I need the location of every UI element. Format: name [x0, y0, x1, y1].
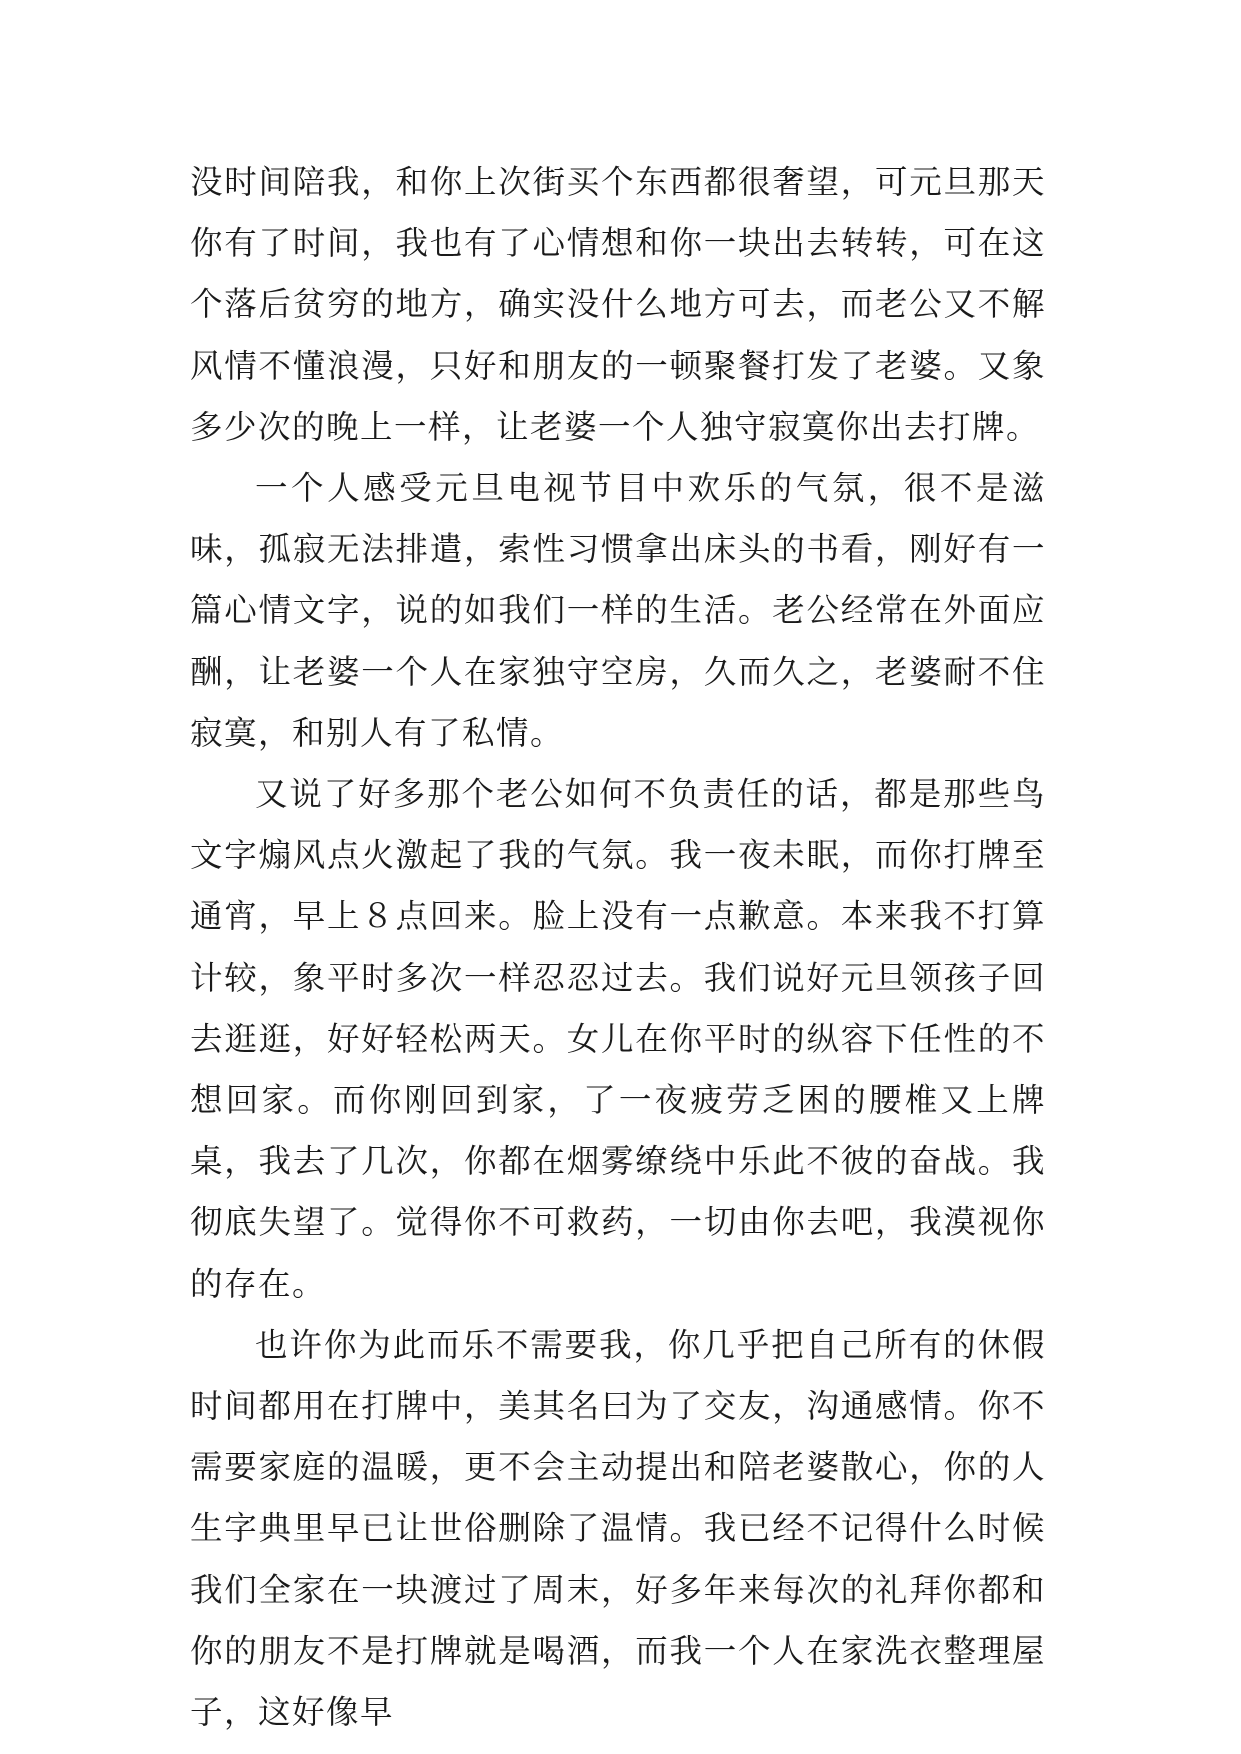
paragraph-3: 又说了好多那个老公如何不负责任的话，都是那些鸟文字煽风点火激起了我的气氛。我一夜未眠，而你打牌至通宵，早上８点回来。脸上没有一点歉意。本来我不打算计较，象平时多次一样忍忍过去。我们说好元旦领孩子回去逛逛，好好轻松两天。女儿在你平时的纵容下任性的不想回家。而你刚回到家，了一夜疲劳乏困的腰椎又上牌桌，我去了几次，你都在烟雾缭绕中乐此不彼的奋战。我彻底失望了。觉得你不可救药，一切由你去吧，我漠视你的存在。	[190, 775, 1046, 1303]
document-page	[190, 152, 1046, 1743]
paragraph-1: 没时间陪我，和你上次街买个东西都很奢望，可元旦那天你有了时间，我也有了心情想和你一块出去转转，可在这个落后贫穷的地方，确实没什么地方可去，而老公又不解风情不懂浪漫，只好和朋友的一顿聚餐打发了老婆。又象多少次的晚上一样，让老婆一个人独守寂寞你出去打牌。	[190, 163, 1046, 446]
paragraph-4: 也许你为此而乐不需要我，你几乎把自己所有的休假时间都用在打牌中，美其名曰为了交友，沟通感情。你不需要家庭的温暖，更不会主动提出和陪老婆散心，你的人生字典里早已让世俗删除了温情。我已经不记得什么时候我们全家在一块渡过了周末，好多年来每次的礼拜你都和你的朋友不是打牌就是喝酒，而我一个人在家洗衣整理屋子，这好像早	[190, 1325, 1046, 1732]
paragraph-2: 一个人感受元旦电视节目中欢乐的气氛，很不是滋味，孤寂无法排遣，索性习惯拿出床头的书看，刚好有一篇心情文字，说的如我们一样的生活。老公经常在外面应酬，让老婆一个人在家独守空房，久而久之，老婆耐不住寂寞，和别人有了私情。	[190, 469, 1046, 752]
